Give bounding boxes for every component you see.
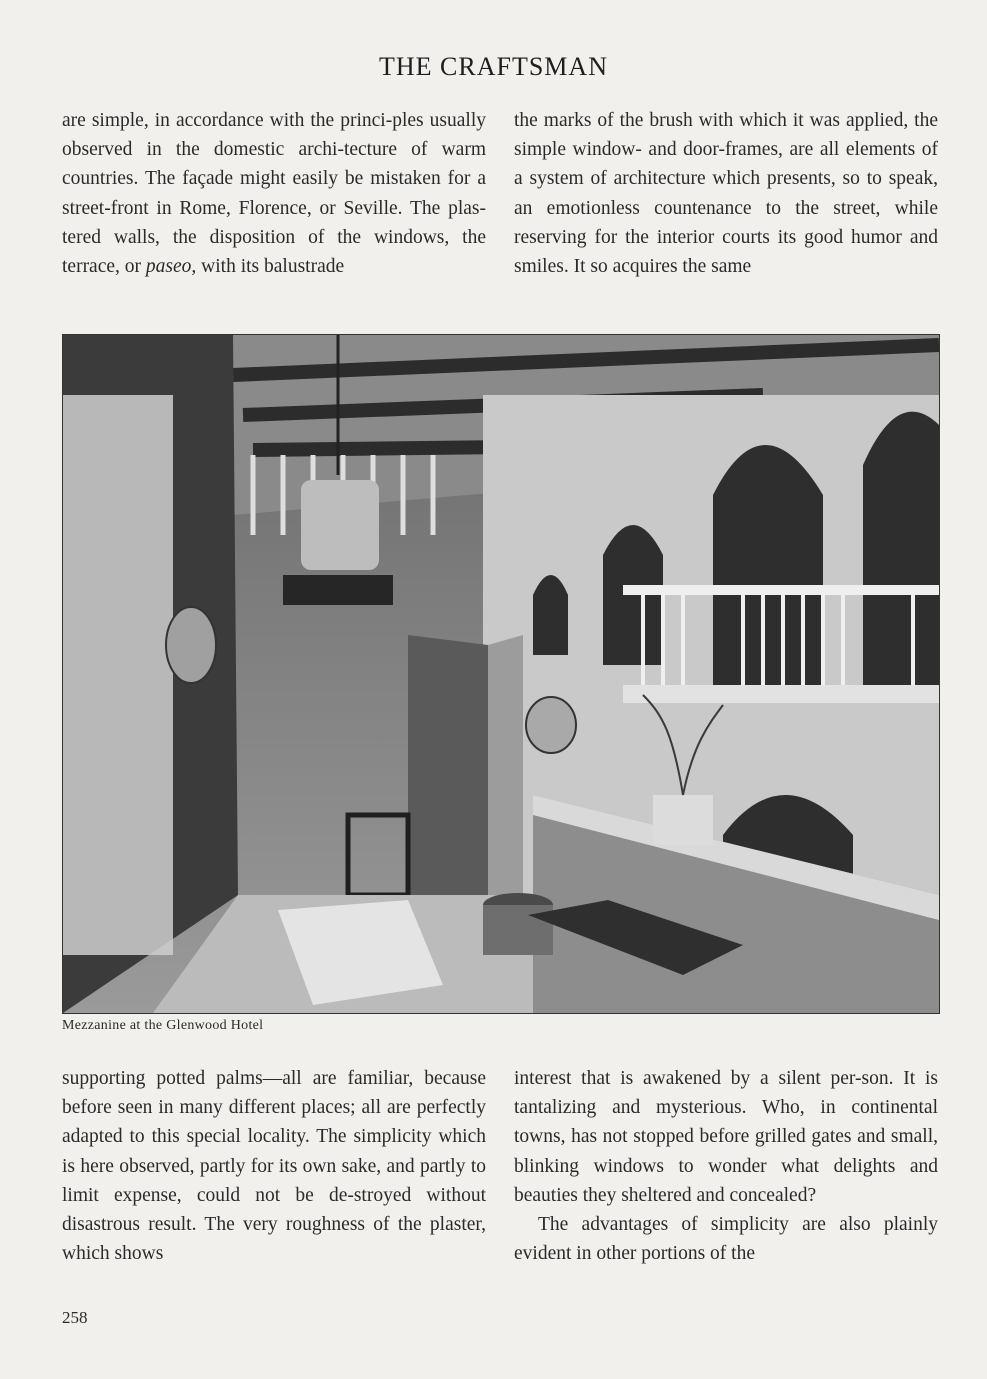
text-column-top-right bbox=[514, 106, 938, 281]
paragraph: supporting potted palms—all are familiar, because before seen in many different places; all are perfectly adapted to this special locality. The simplicity which is here observed, partly for its own sake, and partly to limit expense, could not be de-stroyed without disastrous result. The very roughness of the plaster, which shows bbox=[62, 1068, 486, 1265]
paragraph: The advantages of simplicity are also plainly evident in other portions of the bbox=[514, 1214, 938, 1265]
page-number: 258 bbox=[62, 1308, 88, 1327]
photo-illustration bbox=[63, 335, 939, 1013]
mezzanine-photograph bbox=[62, 334, 940, 1014]
paragraph-text-end: with its balustrade bbox=[196, 256, 345, 278]
figure-caption: Mezzanine at the Glenwood Hotel bbox=[62, 1018, 264, 1033]
paragraph: the marks of the brush with which it was applied, the simple window- and door-frames, are all elements of a system of architecture which presents, so to speak, an emotionless countenance to the street, while reserving for the interior courts its good humor and smiles. It so acquires the same bbox=[514, 110, 938, 278]
text-column-bottom-left bbox=[62, 1064, 486, 1268]
paragraph-text: are simple, in accordance with the princi-ples usually observed in the domestic archi-tecture of warm countries. The façade might easily be mistaken for a street-front in Rome, Florence, or Seville. The plas-tered walls, the disposition of the windows, the terrace, or bbox=[62, 110, 486, 278]
italic-term: paseo, bbox=[145, 256, 197, 278]
text-column-bottom-right bbox=[514, 1064, 938, 1268]
running-head: THE CRAFTSMAN bbox=[379, 52, 608, 81]
paragraph: interest that is awakened by a silent per-son. It is tantalizing and mysterious. Who, in continental towns, has not stopped before grilled gates and small, blinking windows to wonder what delights and beauties they sheltered and concealed? bbox=[514, 1068, 938, 1206]
paragraph bbox=[62, 106, 486, 281]
text-column-top-left bbox=[62, 106, 486, 281]
